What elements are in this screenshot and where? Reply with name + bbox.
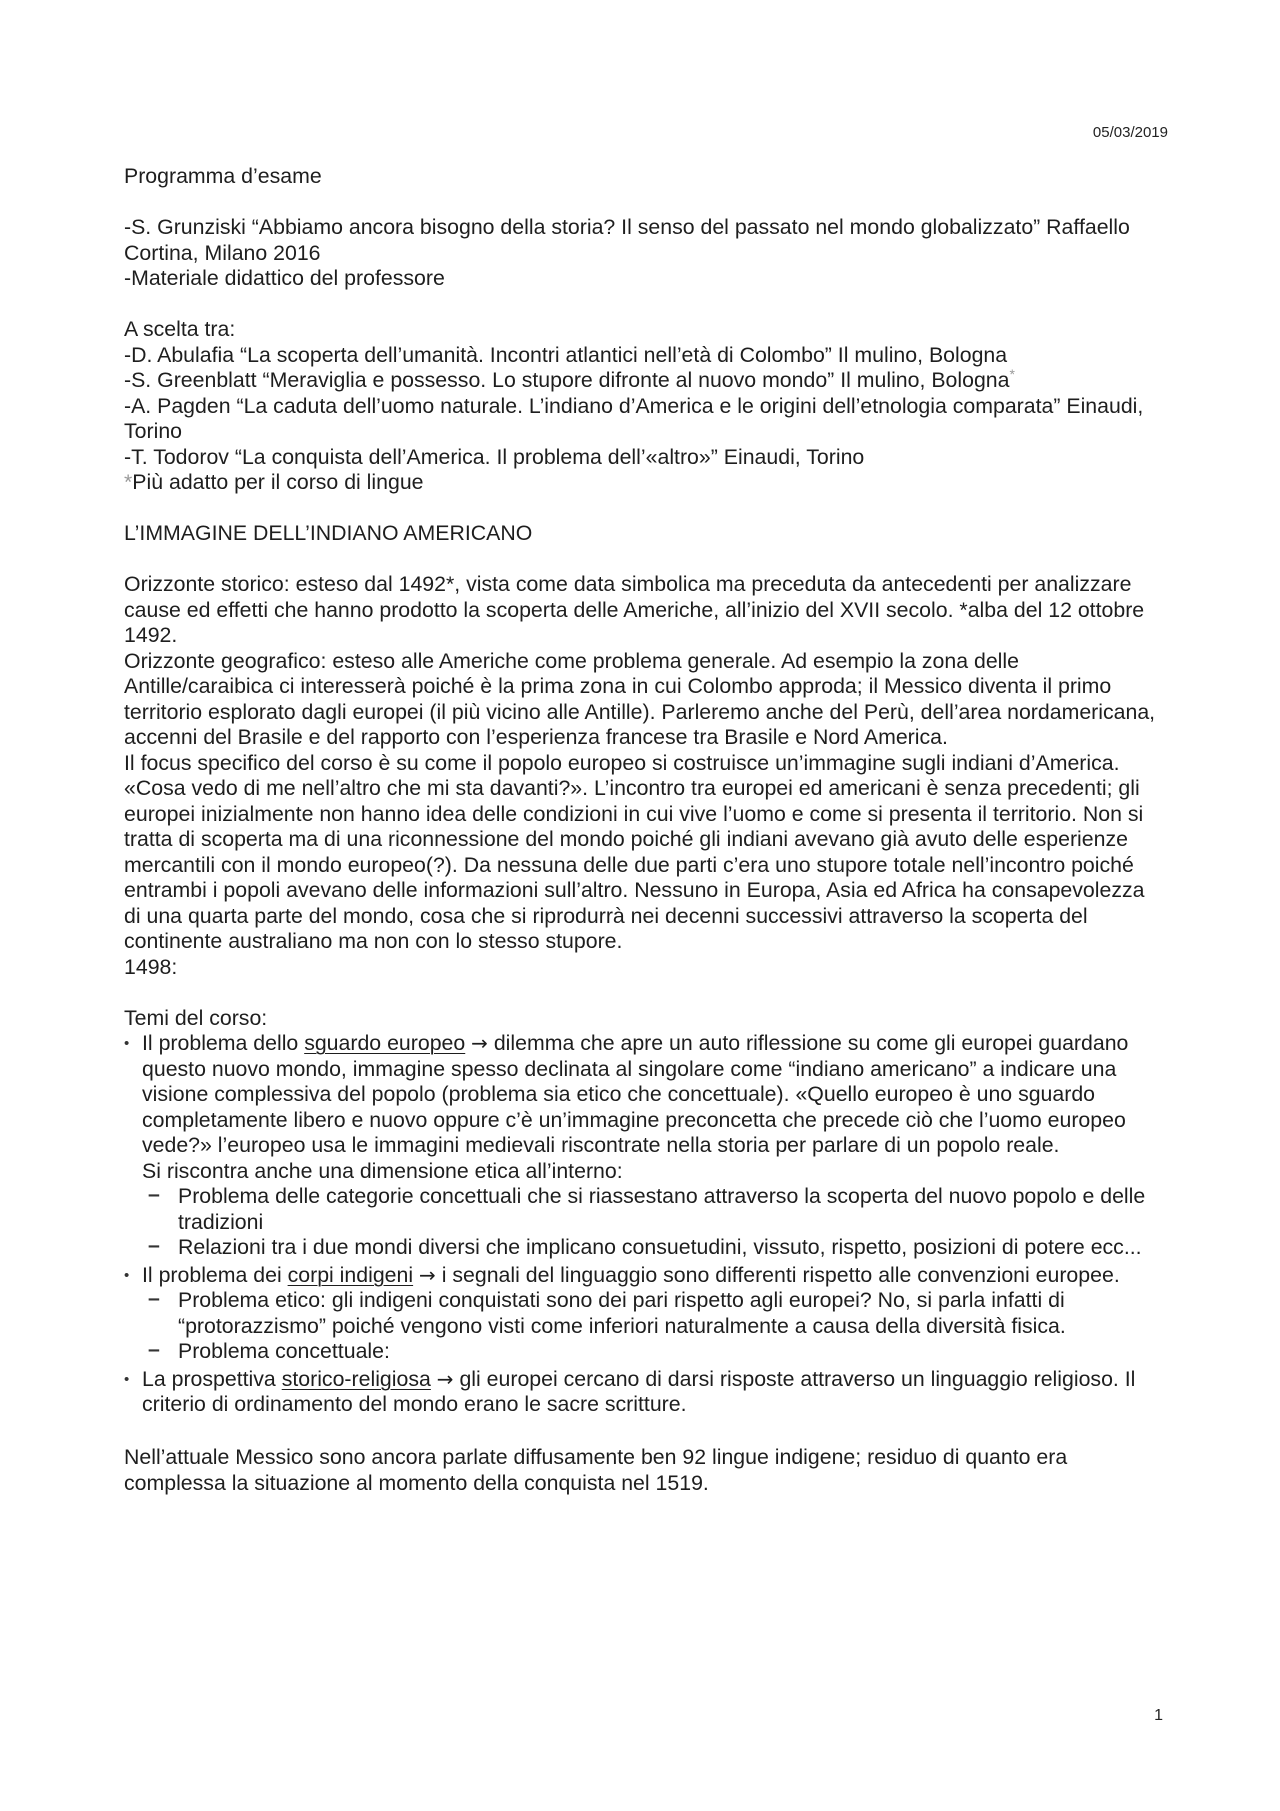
footnote-marker: * — [1009, 365, 1015, 382]
choice-item-text: -S. Greenblatt “Meraviglia e possesso. Lo stupore difronte al nuovo mondo” Il mulino, Bologna — [124, 368, 1010, 392]
theme-item — [124, 1031, 1164, 1261]
footnote-marker: * — [124, 470, 133, 494]
theme-text: i segnali del linguaggio sono differenti rispetto alle convenzioni europee. — [435, 1262, 1120, 1287]
theme-subitem: – Problema delle categorie concettuali che si riassestano attraverso la scoperta del nuovo popolo e delle tradizioni — [142, 1184, 1164, 1235]
document-body — [124, 164, 1164, 1496]
theme-lead: Il problema dei — [142, 1262, 288, 1287]
theme-keyword: corpi indigeni — [287, 1262, 414, 1287]
theme-keyword: sguardo europeo — [304, 1031, 466, 1055]
arrow-icon: → — [419, 1262, 436, 1287]
theme-subitem: – Problema etico: gli indigeni conquistati sono dei pari rispetto agli europei? No, si parla infatti di “protorazzismo” poiché vengono visti come inferiori naturalmente a causa della diversità fisica. — [142, 1288, 1164, 1339]
themes-list — [124, 1031, 1164, 1418]
theme-subitems — [142, 1184, 1164, 1261]
theme-subitem: – Problema concettuale: — [142, 1339, 1164, 1365]
closing-paragraph: Nell’attuale Messico sono ancora parlate diffusamente ben 92 lingue indigene; residuo di quanto era complessa la situazione al momento della conquista nel 1519. — [124, 1445, 1068, 1495]
arrow-icon: → — [471, 1031, 488, 1055]
choice-note — [124, 470, 1164, 496]
theme-extra: Si riscontra anche una dimensione etica all’interno: — [142, 1158, 623, 1183]
theme-item — [124, 1367, 1164, 1418]
theme-subitem: – Relazioni tra i due mondi diversi che implicano consuetudini, vissuto, rispetto, posizioni di potere ecc... — [142, 1235, 1164, 1261]
arrow-icon: → — [436, 1366, 454, 1391]
theme-text: dilemma che apre un auto riflessione su come gli europei guardano questo nuovo mondo, immagine spesso declinata al singolare come “indiano americano” a indicare una visione complessiva del popolo (problema sia etico che concettuale). «Quello europeo è uno sguardo completamente libero e nuovo oppure c’è un’immagine preconcetta che precede ciò che l’uomo europeo vede?» l’europeo usa le immagini medievali riscontrate nella storia per parlare di un popolo reale. — [142, 1031, 1129, 1157]
choice-item — [124, 365, 1164, 394]
theme-keyword: storico-religiosa — [281, 1366, 431, 1391]
theme-lead: Il problema dello — [142, 1031, 305, 1055]
required-reading-2: -Materiale didattico del professore — [124, 266, 445, 290]
choice-item: -A. Pagden “La caduta dell’uomo naturale. L’indiano d’America e le origini dell’etnologia comparata” Einaudi, Torino — [124, 393, 1144, 443]
choice-note-text: Più adatto per il corso di lingue — [132, 470, 424, 494]
choice-item: -D. Abulafia “La scoperta dell’umanità. Incontri atlantici nell’età di Colombo” Il mulino, Bologna — [124, 342, 1008, 367]
document-date: 05/03/2019 — [1092, 124, 1168, 141]
theme-text: gli europei cercano di darsi risposte attraverso un linguaggio religioso. Il criterio di ordinamento del mondo erano le sacre scritture. — [142, 1366, 1136, 1416]
themes-title: Temi del corso: — [124, 1005, 268, 1030]
paragraph-course-focus: Il focus specifico del corso è su come il popolo europeo si costruisce un’immagine sugli indiani d’America. «Cosa vedo di me nell’altro che mi sta davanti?». L’incontro tra europei ed americani è senza precedenti; gli europei inizialmente non hanno idea delle condizioni in cui vive l’uomo e come si presenta il territorio. Non si tratta di scoperta ma di una riconnessione del mondo poiché gli indiani avevano già avuto delle esperienze mercantili con il mondo europeo(?). Da nessuna delle due parti c’era uno stupore totale nell’incontro poiché entrambi i popoli avevano delle informazioni sull’altro. Nessuno in Europa, Asia ed Africa ha consapevolezza di una quarta parte del mondo, cosa che si riprodurrà nei decenni successivi attraverso la scoperta del continente australiano ma non con lo stesso stupore. — [124, 750, 1145, 953]
theme-lead: La prospettiva — [142, 1366, 282, 1391]
page-number: 1 — [1154, 1707, 1163, 1724]
theme-subitems — [142, 1288, 1164, 1365]
section-title: L’IMMAGINE DELL’INDIANO AMERICANO — [124, 521, 533, 545]
theme-item — [124, 1263, 1164, 1365]
program-title: Programma d’esame — [124, 164, 322, 188]
paragraph-1498: 1498: — [124, 954, 178, 979]
choice-intro: A scelta tra: — [124, 317, 236, 341]
required-reading-1: -S. Grunziski “Abbiamo ancora bisogno della storia? Il senso del passato nel mondo globalizzato” Raffaello Cortina, Milano 2016 — [124, 215, 1130, 265]
paragraph-geographic-horizon: Orizzonte geografico: esteso alle Americhe come problema generale. Ad esempio la zona delle Antille/caraibica ci interesserà poiché è la prima zona in cui Colombo approda; il Messico diventa il primo territorio esplorato dagli europei (il più vicino alle Antille). Parleremo anche del Perù, dell’area nordamericana, accenni del Brasile e del rapporto con l’esperienza francese tra Brasile e Nord America. — [124, 648, 1156, 749]
paragraph-historical-horizon: Orizzonte storico: esteso dal 1492*, vista come data simbolica ma preceduta da antecedenti per analizzare cause ed effetti che hanno prodotto la scoperta delle Americhe, all’inizio del XVII secolo. *alba del 12 ottobre 1492. — [124, 572, 1145, 647]
choice-item: -T. Todorov “La conquista dell’America. Il problema dell’«altro»” Einaudi, Torino — [124, 444, 865, 469]
